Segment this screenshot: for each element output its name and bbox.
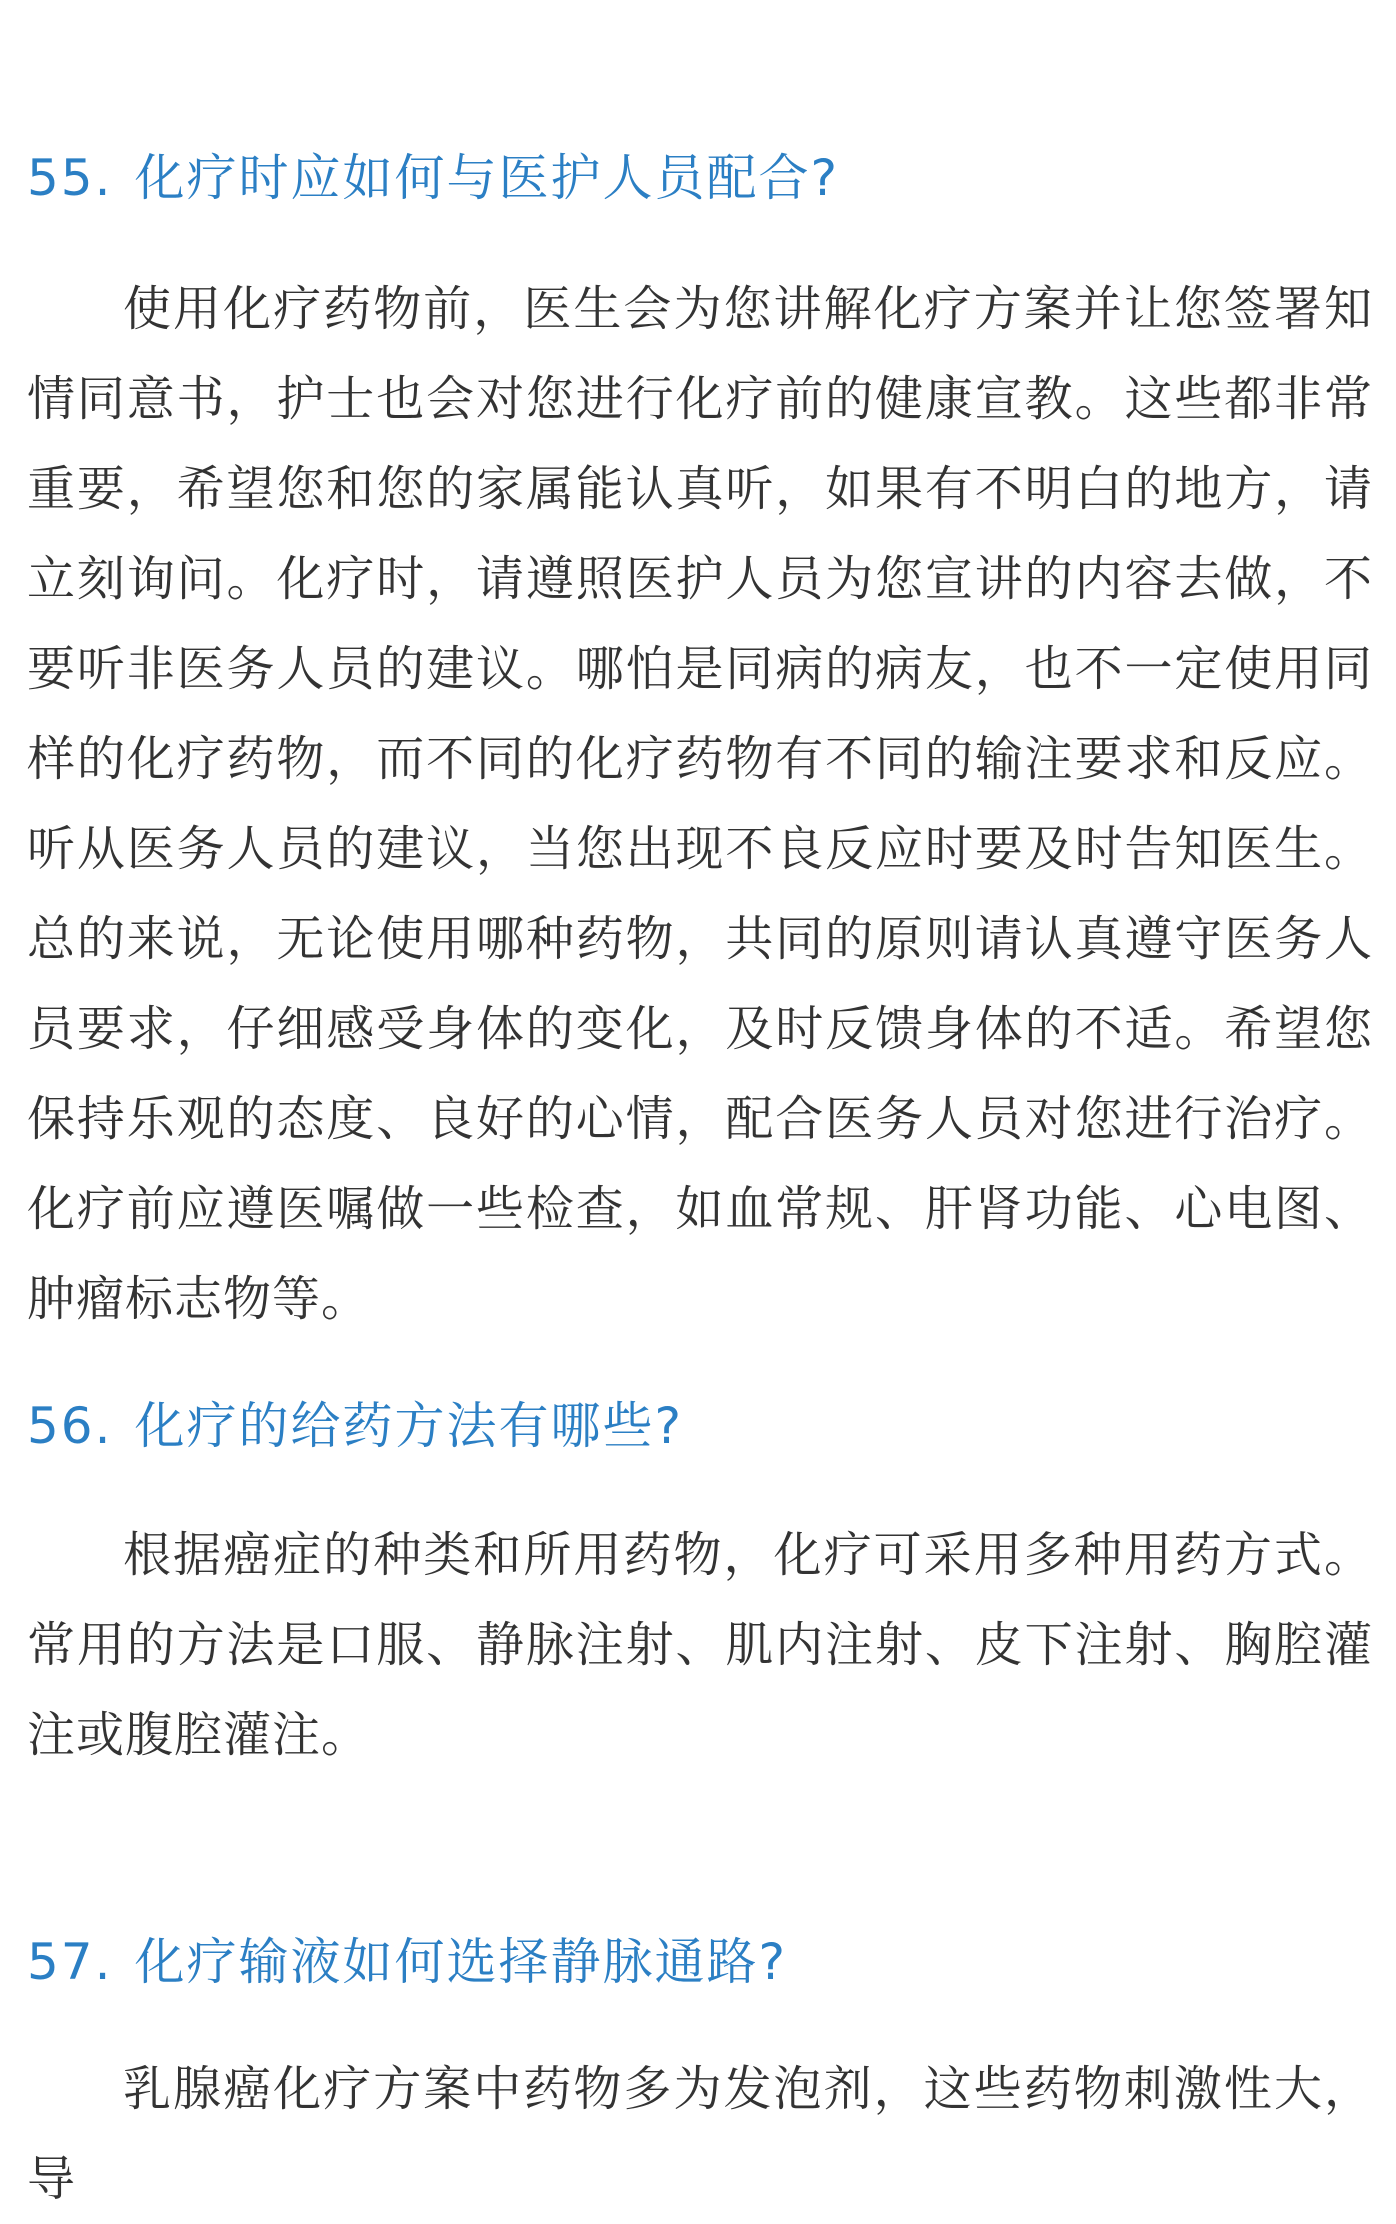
section-title-text: 化疗时应如何与医护人员配合? xyxy=(134,149,840,207)
section-number: 56. xyxy=(27,1397,113,1455)
section-body-56: 根据癌症的种类和所用药物，化疗可采用多种用药方式。常用的方法是口服、静脉注射、肌内注射、皮下注射、胸腔灌注或腹腔灌注。 xyxy=(27,1527,1373,1763)
section-body-57: 乳腺癌化疗方案中药物多为发泡剂，这些药物刺激性大，导 xyxy=(27,2061,1373,2207)
section-number: 55. xyxy=(27,149,113,207)
section-number: 57. xyxy=(27,1933,113,1991)
section-title-text: 化疗输液如何选择静脉通路? xyxy=(134,1933,788,1991)
section-title-56 xyxy=(27,1396,1367,1456)
section-title-55 xyxy=(27,148,1367,208)
section-body-55: 使用化疗药物前，医生会为您讲解化疗方案并让您签署知情同意书，护士也会对您进行化疗前的健康宣教。这些都非常重要，希望您和您的家属能认真听，如果有不明白的地方，请立刻询问。化疗时，请遵照医护人员为您宣讲的内容去做，不要听非医务人员的建议。哪怕是同病的病友，也不一定使用同样的化疗药物，而不同的化疗药物有不同的输注要求和反应。听从医务人员的建议，当您出现不良反应时要及时告知医生。总的来说，无论使用哪种药物，共同的原则请认真遵守医务人员要求，仔细感受身体的变化，及时反馈身体的不适。希望您保持乐观的态度、良好的心情，配合医务人员对您进行治疗。化疗前应遵医嘱做一些检查，如血常规、肝肾功能、心电图、肿瘤标志物等。 xyxy=(27,281,1373,1327)
section-title-text: 化疗的给药方法有哪些? xyxy=(134,1397,684,1455)
section-title-57 xyxy=(27,1932,1367,1992)
